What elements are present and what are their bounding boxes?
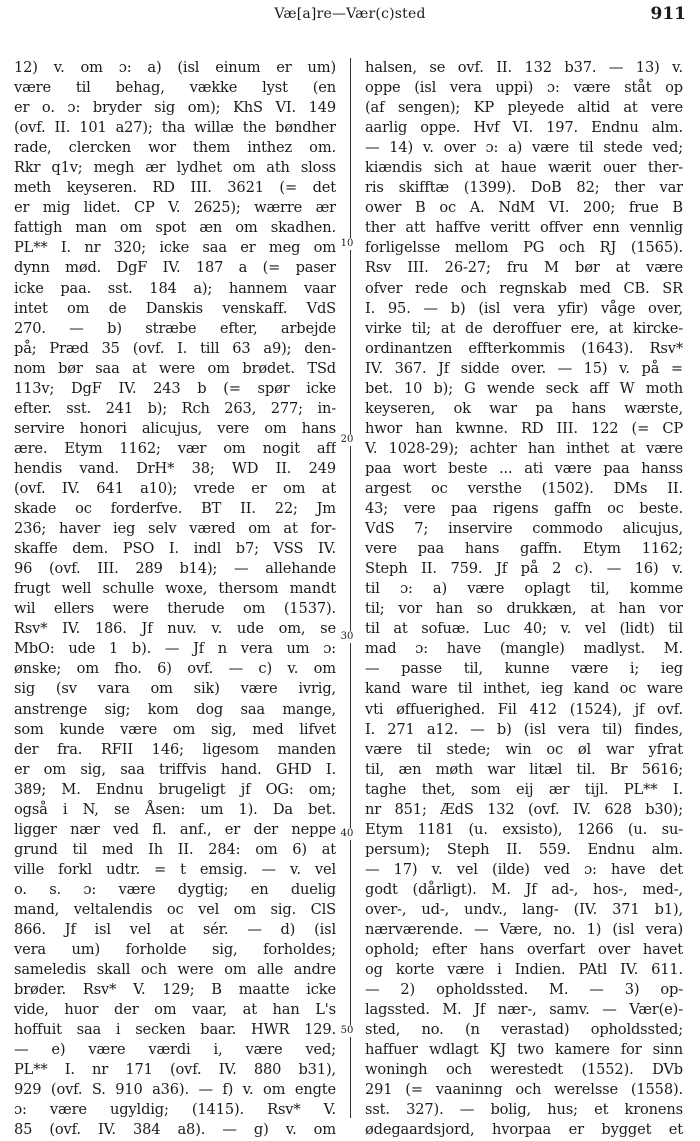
- text-line: (ovf. IV. 641 a10); vrede er om at: [14, 479, 336, 497]
- text-line: over-, ud-, undv., lang- (IV. 371 b1),: [365, 900, 683, 918]
- text-line: ris skifftæ (1399). DoB 82; ther var: [365, 179, 683, 197]
- text-line: argest oc versthe (1502). DMs II.: [365, 479, 683, 497]
- text-line: nærværende. — Være, no. 1) (isl vera): [365, 921, 683, 939]
- text-line: hwor han kwnne. RD III. 122 (= CP: [365, 419, 683, 437]
- text-line: (ovf. II. 101 a27); tha willæ the bøndher: [14, 119, 336, 137]
- text-line: IV. 367. Jf sidde over. — 15) v. på =: [365, 359, 683, 377]
- text-line: wil ellers were therude om (1537).: [14, 600, 336, 618]
- text-line: intet om de Danskis venskaff. VdS: [14, 299, 336, 317]
- text-line: mad ɔ: have (mangle) madlyst. M.: [365, 640, 683, 658]
- text-line: ofver rede och regnskab med CB. SR: [365, 279, 683, 297]
- text-line: forligelsse mellom PG och RJ (1565).: [365, 239, 683, 257]
- line-marker-20: 20: [337, 434, 357, 446]
- text-line: skaffe dem. PSO I. indl b7; VSS IV.: [14, 540, 336, 558]
- page-number: 911: [650, 4, 686, 24]
- text-line: (af sengen); KP pleyede altid at vere: [365, 99, 683, 117]
- text-line: som kunde være om sig, med lifvet: [14, 720, 336, 738]
- text-line: mand, veltalendis oc vel om sig. ClS: [14, 900, 336, 918]
- text-line: sst. 327). — bolig, hus; et kronens: [365, 1101, 683, 1119]
- text-line: ære. Etym 1162; vær om nogit aff: [14, 439, 336, 457]
- text-line: — passe til, kunne være i; ieg: [365, 660, 683, 678]
- text-line: der fra. RFII 146; ligesom manden: [14, 740, 336, 758]
- text-line: Steph II. 759. Jf på 2 c). — 16) v.: [365, 560, 683, 578]
- text-line: godt (dårligt). M. Jf ad-, hos-, med-,: [365, 880, 683, 898]
- text-line: ville forkl udtr. = t emsig. — v. vel: [14, 860, 336, 878]
- text-line: kiændis sich at haue wærit ouer ther-: [365, 159, 683, 177]
- text-line: sted, no. (n verastad) opholdssted;: [365, 1021, 683, 1039]
- text-line: vera um) forholde sig, forholdes;: [14, 941, 336, 959]
- text-line: til, æn møth war litæl til. Br 5616;: [365, 760, 683, 778]
- text-line: ophold; efter hans overfart over havet: [365, 941, 683, 959]
- text-line: — 2) opholdssted. M. — 3) op-: [365, 981, 683, 999]
- text-line: ordinantzen effterkommis (1643). Rsv*: [365, 339, 683, 357]
- text-line: paa wort beste ... ati være paa hanss: [365, 459, 683, 477]
- text-line: persum); Steph II. 559. Endnu alm.: [365, 840, 683, 858]
- text-line: 929 (ovf. S. 910 a36). — f) v. om engte: [14, 1081, 336, 1099]
- text-line: Rsv* IV. 186. Jf nuv. v. ude om, se: [14, 620, 336, 638]
- text-line: frugt well schulle woxe, thersom mandt: [14, 580, 336, 598]
- text-line: — e) være værdi i, være ved;: [14, 1041, 336, 1059]
- text-line: 113v; DgF IV. 243 b (= spør icke: [14, 379, 336, 397]
- text-line: woningh och werestedt (1552). DVb: [365, 1061, 683, 1079]
- text-line: ther att haffve veritt offver enn vennlig: [365, 219, 683, 237]
- line-marker-10: 10: [337, 238, 357, 250]
- text-line: 43; vere paa rigens gaffn oc beste.: [365, 500, 683, 518]
- text-line: aarlig oppe. Hvf VI. 197. Endnu alm.: [365, 119, 683, 137]
- right-column: [365, 58, 683, 1141]
- text-line: ønske; om fho. 6) ovf. — c) v. om: [14, 660, 336, 678]
- text-line: hendis vand. DrH* 38; WD II. 249: [14, 459, 336, 477]
- text-line: PL** I. nr 171 (ovf. IV. 880 b31),: [14, 1061, 336, 1079]
- text-line: grund til med Ih II. 284: om 6) at: [14, 840, 336, 858]
- text-line: er om sig, saa triffvis hand. GHD I.: [14, 760, 336, 778]
- text-line: icke paa. sst. 184 a); hannem vaar: [14, 279, 336, 297]
- text-line: Rkr q1v; megh ær lydhet om ath sloss: [14, 159, 336, 177]
- text-line: haffuer wdlagt KJ two kamere for sinn: [365, 1041, 683, 1059]
- text-line: Etym 1181 (u. exsisto), 1266 (u. su-: [365, 820, 683, 838]
- text-line: 96 (ovf. III. 289 b14); — allehande: [14, 560, 336, 578]
- text-line: vere paa hans gaffn. Etym 1162;: [365, 540, 683, 558]
- text-line: — 17) v. vel (ilde) ved ɔ: have det: [365, 860, 683, 878]
- text-line: skade oc forderfve. BT II. 22; Jm: [14, 500, 336, 518]
- text-line: PL** I. nr 320; icke saa er meg om: [14, 239, 336, 257]
- text-line: 236; haver ieg selv væred om at for-: [14, 520, 336, 538]
- text-line: hoffuit saa i secken baar. HWR 129.: [14, 1021, 336, 1039]
- text-line: — 14) v. over ɔ: a) være til stede ved;: [365, 139, 683, 157]
- text-line: 291 (= vaaninng och werelsse (1558).: [365, 1081, 683, 1099]
- line-marker-40: 40: [337, 828, 357, 840]
- left-column: [14, 58, 336, 1141]
- text-line: nom bør saa at were om brødet. TSd: [14, 359, 336, 377]
- text-line: ower B oc A. NdM VI. 200; frue B: [365, 199, 683, 217]
- text-line: anstrenge sig; kom dog saa mange,: [14, 700, 336, 718]
- text-line: sig (sv vara om sik) være ivrig,: [14, 680, 336, 698]
- text-line: halsen, se ovf. II. 132 b37. — 13) v.: [365, 59, 683, 76]
- text-line: MbO: ude 1 b). — Jf n vera um ɔ:: [14, 640, 336, 658]
- text-line: lagssted. M. Jf nær-, samv. — Vær(e)-: [365, 1001, 683, 1019]
- text-line: sameledis skall och were om alle andre: [14, 961, 336, 979]
- text-line: på; Præd 35 (ovf. I. till 63 a9); den-: [14, 339, 336, 357]
- text-line: brøder. Rsv* V. 129; B maatte icke: [14, 981, 336, 999]
- text-line: VdS 7; inservire commodo alicujus,: [365, 520, 683, 538]
- text-line: servire honori alicujus, vere om hans: [14, 419, 336, 437]
- text-line: efter. sst. 241 b); Rch 263, 277; in-: [14, 399, 336, 417]
- text-line: rade, clercken wor them inthez om.: [14, 139, 336, 157]
- text-line: vti øffuerighed. Fil 412 (1524), jf ovf.: [365, 700, 683, 718]
- text-line: fattigh man om spot æn om skadhen.: [14, 219, 336, 237]
- text-line: ødegaardsjord, hvorpaa er bygget et: [365, 1121, 683, 1139]
- text-line: taghe thet, som eij ær tijl. PL** I.: [365, 780, 683, 798]
- running-head: Væ[a]re—Vær(c)sted: [274, 6, 426, 22]
- text-line: dynn mød. DgF IV. 187 a (= paser: [14, 259, 336, 277]
- text-line: 270. — b) stræbe efter, arbejde: [14, 319, 336, 337]
- text-line: meth keyseren. RD III. 3621 (= det: [14, 179, 336, 197]
- text-line: og korte være i Indien. PAtl IV. 611.: [365, 961, 683, 979]
- text-line: 866. Jf isl vel at sér. — d) (isl: [14, 921, 336, 939]
- text-line: til ɔ: a) være oplagt til, komme: [365, 580, 683, 598]
- text-line: kand ware til inthet, ieg kand oc ware: [365, 680, 683, 698]
- text-line: o. s. ɔ: være dygtig; en duelig: [14, 880, 336, 898]
- text-line: er mig lidet. CP V. 2625); wærre ær: [14, 199, 336, 217]
- text-line: I. 95. — b) (isl vera yfir) våge over,: [365, 299, 683, 317]
- text-line: I. 271 a12. — b) (isl vera til) findes,: [365, 720, 683, 738]
- text-line: også i N, se Åsen: um 1). Da bet.: [14, 800, 336, 818]
- column-divider: [350, 58, 351, 1118]
- page-header: [0, 6, 700, 34]
- text-line: Rsv III. 26-27; fru M bør at være: [365, 259, 683, 277]
- text-line: oppe (isl vera uppi) ɔ: være ståt op: [365, 79, 683, 97]
- text-line: være til stede; win oc øl war yfrat: [365, 740, 683, 758]
- line-marker-30: 30: [337, 631, 357, 643]
- text-line: 389; M. Endnu brugeligt jf OG: om;: [14, 780, 336, 798]
- text-line: bet. 10 b); G wende seck aff W moth: [365, 379, 683, 397]
- text-line: nr 851; ÆdS 132 (ovf. IV. 628 b30);: [365, 800, 683, 818]
- text-line: ligger nær ved fl. anf., er der neppe: [14, 820, 336, 838]
- text-line: virke til; at de deroffuer ere, at kircke-: [365, 319, 683, 337]
- text-line: vide, huor der om vaar, at han L's: [14, 1001, 336, 1019]
- line-marker-50: 50: [337, 1025, 357, 1037]
- text-line: til at sofuæ. Luc 40; v. vel (lidt) til: [365, 620, 683, 638]
- text-line: 85 (ovf. IV. 384 a8). — g) v. om: [14, 1121, 336, 1139]
- text-line: er o. ɔ: bryder sig om); KhS VI. 149: [14, 99, 336, 117]
- text-line: keyseren, ok war pa hans wærste,: [365, 399, 683, 417]
- text-line: være til behag, vække lyst (en: [14, 79, 336, 97]
- text-line: ɔ: være ugyldig; (1415). Rsv* V.: [14, 1101, 336, 1119]
- text-line: V. 1028-29); achter han inthet at være: [365, 439, 683, 457]
- text-line: til; vor han so drukkæn, at han vor: [365, 600, 683, 618]
- text-line: 12) v. om ɔ: a) (isl einum er um): [14, 59, 336, 76]
